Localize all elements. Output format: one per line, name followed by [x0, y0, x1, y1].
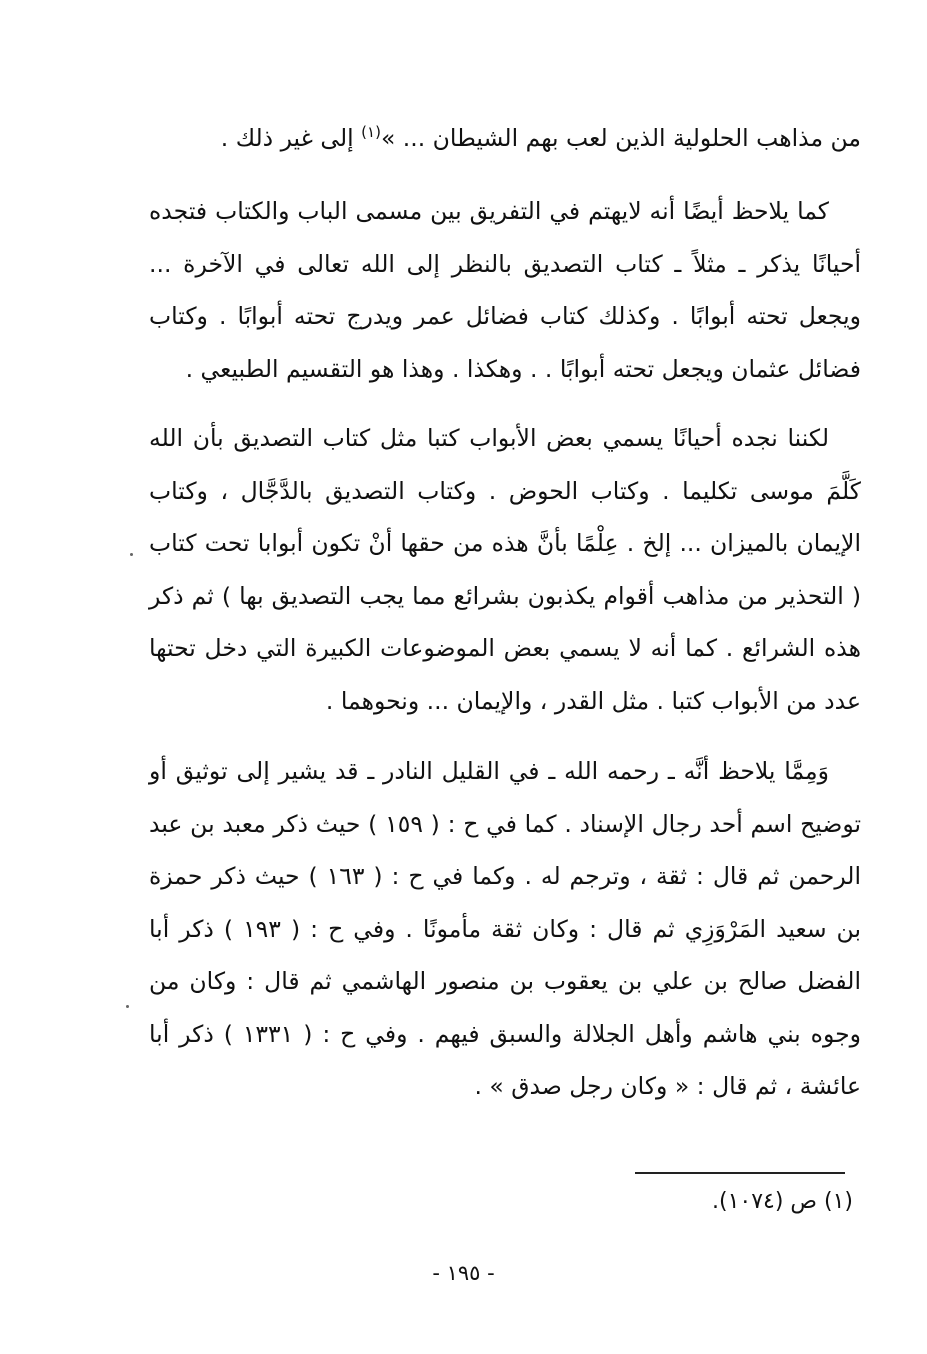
paragraph-chapter-division: كما يلاحظ أيضًا أنه لايهتم في التفريق بين مسمى الباب والكتاب فتجده أحيانًا يذكر ـ مثلاً ـ كتاب التصديق بالنظر إلى الله تعالى في الآخرة ... ويجعل تحته أبوابًا . وكذلك كتاب فضائل عمر ويدرج تحته أبوابًا . وكتاب فضائل عثمان ويجعل تحته أبوابًا . . وهكذا . وهذا هو التقسيم الطبيعي . — [149, 197, 861, 383]
scan-speck — [126, 1005, 129, 1008]
paragraph-narrator-notes: وَمِمَّا يلاحظ أنَّه ـ رحمه الله ـ في القليل النادر ـ قد يشير إلى توثيق أو توضيح اسم أحد رجال الإسناد . كما في ح : ( ١٥٩ ) حيث ذكر معبد بن عبد الرحمن ثم قال : ثقة ، وترجم له . وكما في ح : ( ١٦٣ ) حيث ذكر حمزة بن سعيد المَرْوَزِي ثم قال : وكان ثقة مأمونًا . وفي ح : ( ١٩٣ ) ذكر أبا الفضل صالح بن علي بن يعقوب بن منصور الهاشمي ثم قال : وكان من وجوه بني هاشم وأهل الجلالة والسبق فيهم . وفي ح : ( ١٣٣١ ) ذكر أبا عائشة ، ثم قال : « وكان رجل صدق » . — [149, 757, 862, 1100]
footnote-reference-mark: (١) — [361, 123, 381, 142]
scan-speck — [130, 553, 133, 556]
paragraph-books-as-chapters: لكننا نجده أحيانًا يسمي بعض الأبواب كتبا مثل كتاب التصديق بأن الله كَلَّمَ موسى تكليما . وكتاب الحوض . وكتاب التصديق بالدَّجَّال ، وكتاب الإيمان بالميزان ... إلخ . عِلْمًا بأنَّ هذه من حقها أنْ تكون أبوابا تحت كتاب ( التحذير من مذاهب أقوام يكذبون بشرائع مما يجب التصديق بها ) ثم ذكر هذه الشرائع . كما أنه لا يسمي بعض الموضوعات الكبيرة التي دخل تحتها عدد من الأبواب كتبا . مثل القدر ، والإيمان ... ونحوهما . — [149, 424, 861, 715]
footnote-separator — [635, 1172, 845, 1174]
footnote: (١) ص (١٠٧٤). — [711, 1189, 853, 1214]
paragraph-continuation-tail: إلى غير ذلك . — [220, 124, 362, 152]
paragraph-continuation — [149, 112, 861, 165]
paragraph-continuation-text: من مذاهب الحلولية الذين لعب بهم الشيطان ... » — [380, 124, 861, 152]
page-number: - ١٩٥ - — [432, 1261, 495, 1285]
